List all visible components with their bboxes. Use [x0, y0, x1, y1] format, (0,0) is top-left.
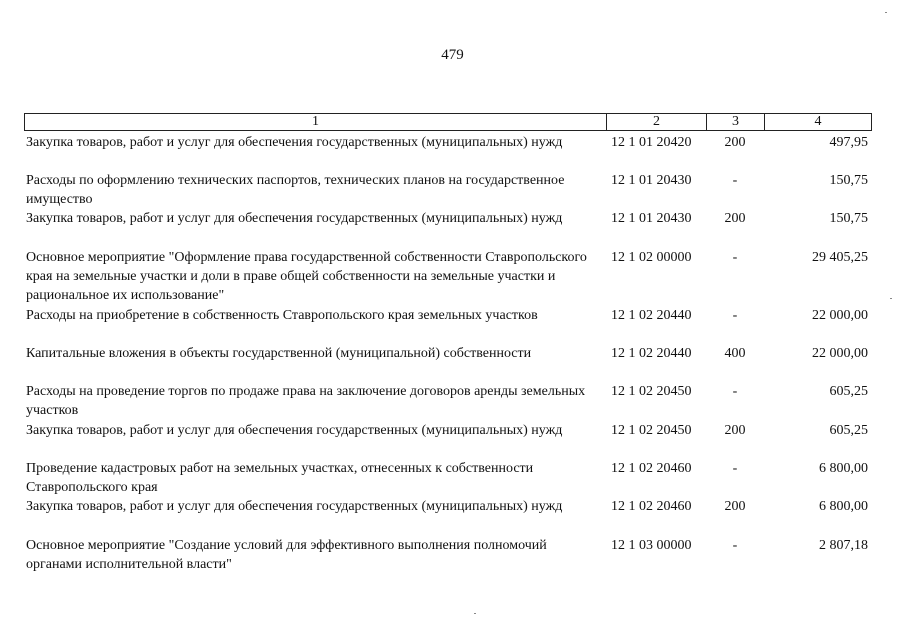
row-code: 12 1 02 20450 [611, 423, 692, 438]
row-name: Закупка товаров, работ и услуг для обеспечения государственных (муниципальных) нужд [26, 211, 563, 226]
row-sum: 6 800,00 [819, 461, 868, 476]
row-code: 12 1 02 00000 [611, 250, 692, 265]
row-name: Закупка товаров, работ и услуг для обеспечения государственных (муниципальных) нужд [26, 499, 563, 514]
page-number: 479 [441, 47, 464, 63]
row-name: Основное мероприятие "Оформление права государственной собственности Ставропольского края на земельные участки и доли в праве общей собственности на земельные участки и рациональное их использование" [26, 250, 587, 303]
row-sum: 6 800,00 [819, 499, 868, 514]
row-code: 12 1 02 20440 [611, 346, 692, 361]
row-code: 12 1 02 20460 [611, 499, 692, 514]
row-expense-type: 200 [724, 499, 746, 514]
row-code: 12 1 02 20440 [611, 308, 692, 323]
scan-speck [890, 298, 892, 299]
row-sum: 605,25 [829, 384, 868, 399]
row-name: Расходы на проведение торгов по продаже права на заключение договоров аренды земельных участков [26, 384, 586, 418]
row-code: 12 1 01 20420 [611, 135, 692, 150]
row-code: 12 1 03 00000 [611, 538, 692, 553]
header-col-2: 2 [607, 114, 707, 130]
row-sum: 150,75 [829, 211, 868, 226]
row-sum: 497,95 [829, 135, 868, 150]
scan-speck [885, 12, 887, 13]
row-name: Закупка товаров, работ и услуг для обеспечения государственных (муниципальных) нужд [26, 135, 563, 150]
row-name: Расходы на приобретение в собственность Ставропольского края земельных участков [26, 308, 538, 323]
row-expense-type: - [732, 461, 738, 476]
table-header-row [24, 113, 872, 131]
row-code: 12 1 01 20430 [611, 211, 692, 226]
row-expense-type: - [732, 538, 738, 553]
row-expense-type: - [732, 250, 738, 265]
row-expense-type: - [732, 308, 738, 323]
budget-table [24, 113, 872, 572]
row-expense-type: - [732, 384, 738, 399]
row-sum: 22 000,00 [812, 346, 868, 361]
row-name: Проведение кадастровых работ на земельных участках, отнесенных к собственности Ставропольского края [26, 461, 534, 495]
row-name: Расходы по оформлению технических паспортов, технических планов на государственное имущество [26, 173, 565, 207]
row-expense-type: 200 [724, 423, 746, 438]
row-name: Основное мероприятие "Создание условий для эффективного выполнения полномочий органами исполнительной власти" [26, 538, 547, 572]
header-col-4: 4 [814, 114, 822, 129]
row-sum: 150,75 [829, 173, 868, 188]
row-expense-type: 400 [724, 346, 746, 361]
row-code: 12 1 02 20450 [611, 384, 692, 399]
header-col-3: 3 [707, 114, 765, 130]
header-col-1: 1 [25, 114, 607, 130]
row-expense-type: 200 [724, 211, 746, 226]
row-sum: 22 000,00 [812, 308, 868, 323]
row-name: Закупка товаров, работ и услуг для обеспечения государственных (муниципальных) нужд [26, 423, 563, 438]
row-sum: 2 807,18 [819, 538, 868, 553]
row-expense-type: - [732, 173, 738, 188]
row-sum: 29 405,25 [812, 250, 868, 265]
row-code: 12 1 02 20460 [611, 461, 692, 476]
row-name: Капитальные вложения в объекты государственной (муниципальной) собственности [26, 346, 532, 361]
row-code: 12 1 01 20430 [611, 173, 692, 188]
scan-speck [474, 613, 476, 614]
row-expense-type: 200 [724, 135, 746, 150]
row-sum: 605,25 [829, 423, 868, 438]
